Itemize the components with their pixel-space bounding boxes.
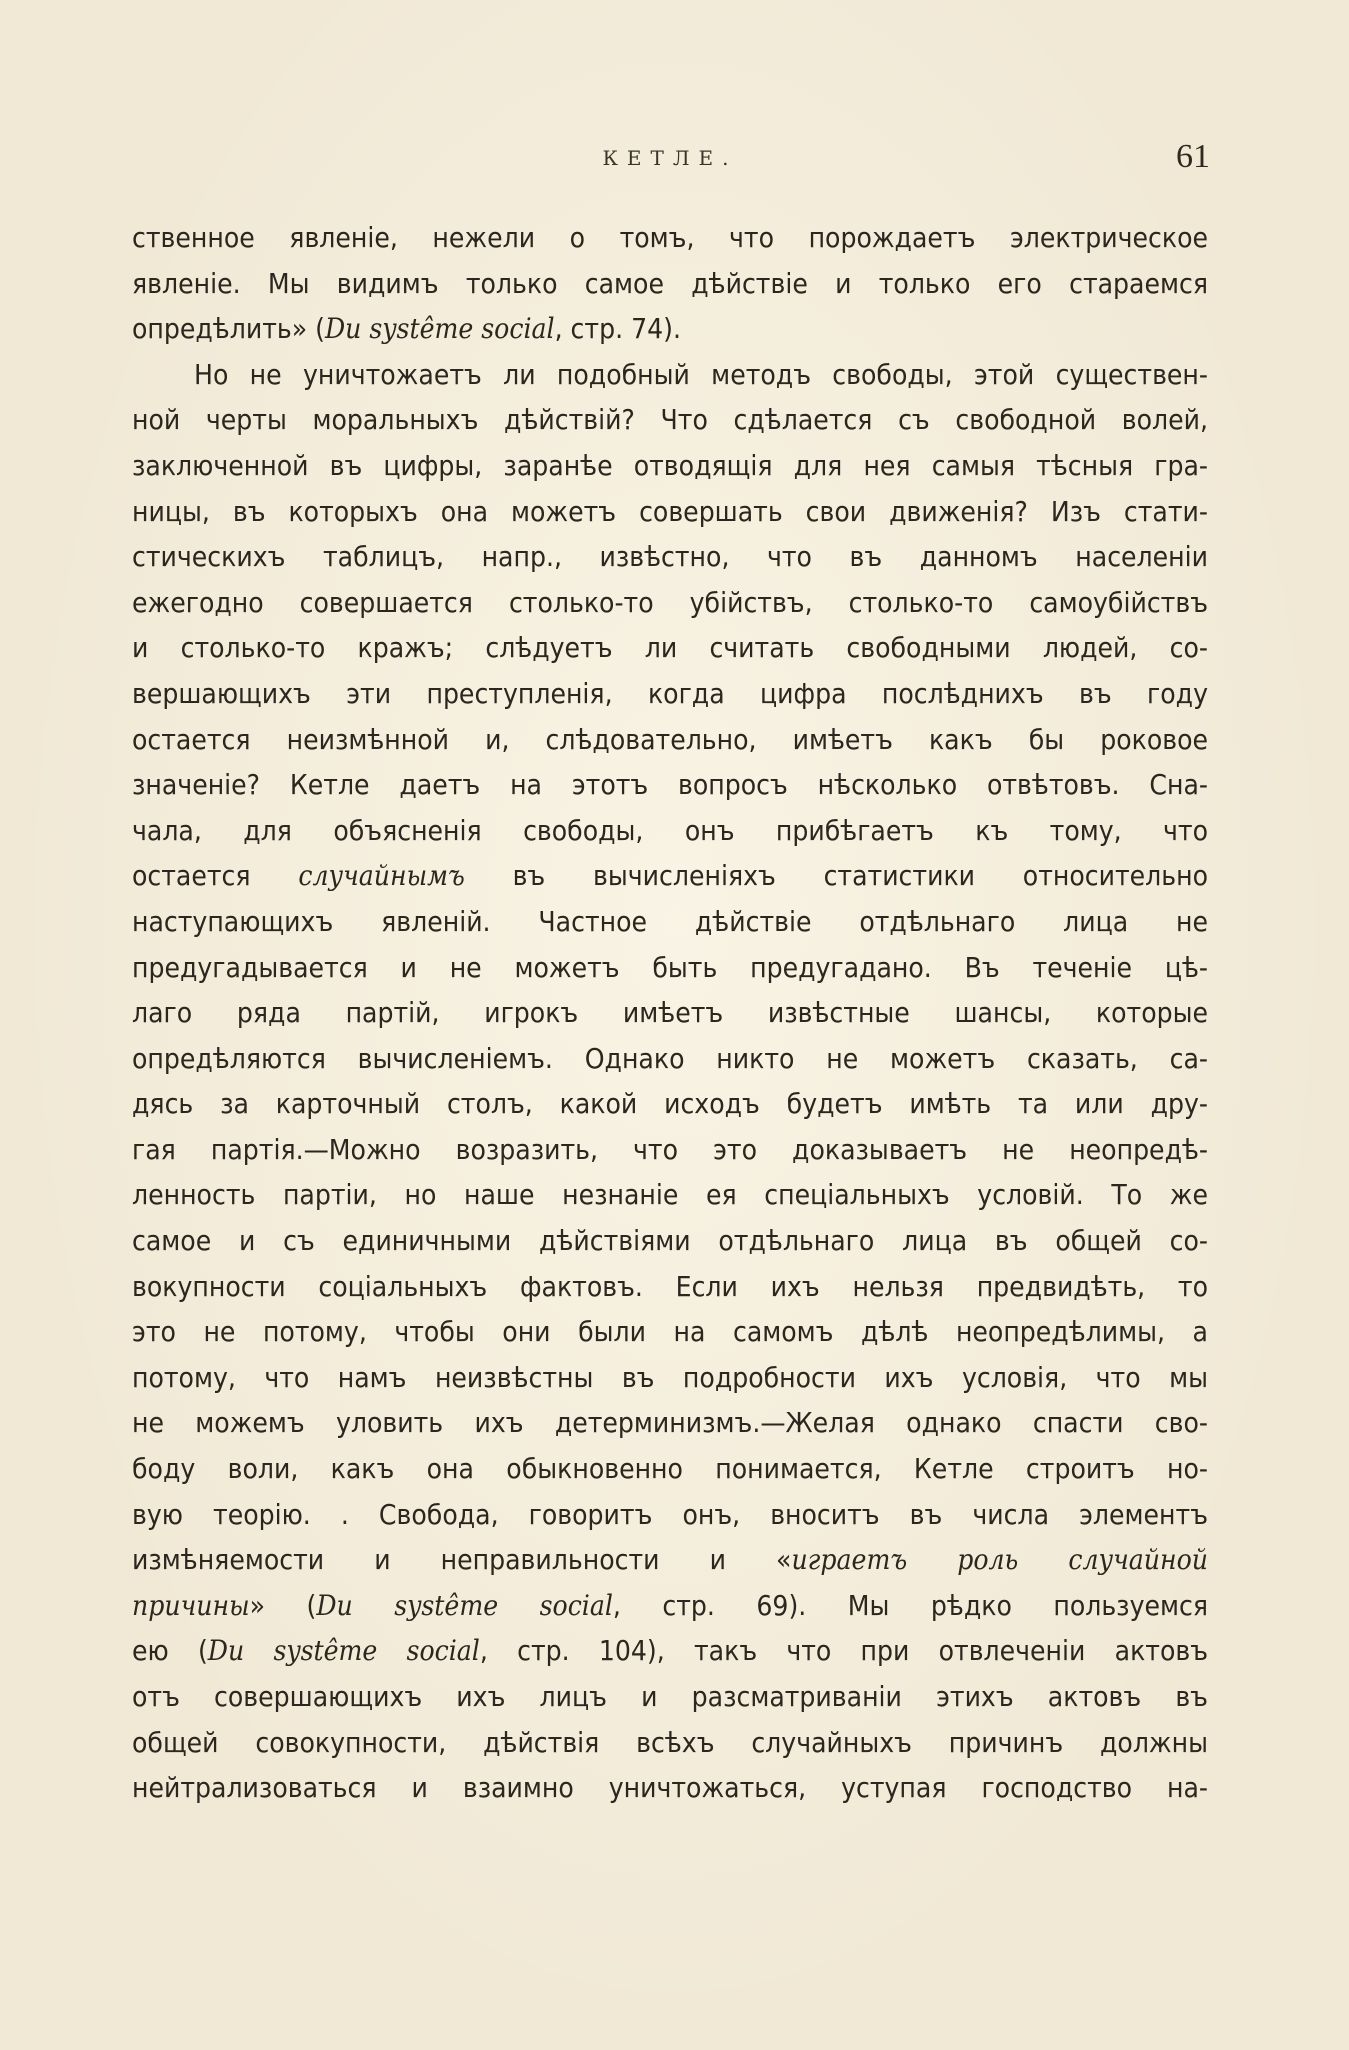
italic-segment: Du systême social <box>207 1634 480 1668</box>
text-segment: ственное явленіе, нежели о томъ, что порождаетъ электрическое <box>132 221 1208 254</box>
text-segment: это не потому, чтобы они были на самомъ дѣлѣ неопредѣлимы, а <box>132 1315 1208 1349</box>
text-line <box>132 1583 1208 1629</box>
text-line <box>132 1537 1208 1583</box>
text-line <box>132 352 1208 398</box>
body-text <box>132 215 1208 1811</box>
text-segment: » ( <box>249 1588 317 1622</box>
text-line <box>132 625 1208 671</box>
text-line <box>132 534 1208 580</box>
text-line <box>132 990 1208 1036</box>
text-segment: значеніе? Кетле даетъ на этотъ вопросъ нѣсколько отвѣтовъ. Сна- <box>132 768 1208 802</box>
text-segment: самое и съ единичными дѣйствіями отдѣльнаго лица въ общей со- <box>132 1224 1208 1258</box>
text-line <box>132 397 1208 443</box>
text-line <box>132 261 1208 307</box>
text-line <box>132 1720 1208 1766</box>
text-segment: Но не уничтожаетъ ли подобный методъ свободы, этой существен- <box>194 357 1208 391</box>
text-line <box>132 945 1208 991</box>
text-segment: предугадывается и не можетъ быть предугадано. Въ теченіе цѣ- <box>132 950 1208 984</box>
italic-segment: играетъ роль случайной <box>791 1543 1208 1577</box>
text-line <box>132 306 1208 352</box>
text-segment: вую теорію. . Свобода, говоритъ онъ, вноситъ въ числа элементъ <box>132 1497 1208 1531</box>
text-segment: наступающихъ явленій. Частное дѣйствіе отдѣльнаго лица не <box>132 904 1208 938</box>
running-head <box>130 138 1210 178</box>
text-line <box>132 1446 1208 1492</box>
text-line <box>132 1674 1208 1720</box>
text-segment: , стр. 69). Мы рѣдко пользуемся <box>612 1588 1208 1622</box>
text-segment: стическихъ таблицъ, напр., извѣстно, что въ данномъ населеніи <box>132 540 1208 574</box>
text-segment: боду воли, какъ она обыкновенно понимается, Кетле строитъ но- <box>132 1452 1208 1486</box>
italic-segment: Du systême social <box>316 1588 613 1622</box>
text-segment: опредѣлить» ( <box>132 312 325 346</box>
text-line <box>132 1081 1208 1127</box>
text-segment: въ вычисленіяхъ статистики относительно <box>464 859 1208 893</box>
text-segment: нейтрализоваться и взаимно уничтожаться, уступая господство на- <box>132 1771 1208 1805</box>
italic-segment: причины <box>132 1588 250 1622</box>
text-segment: отъ совершающихъ ихъ лицъ и разсматриваніи этихъ актовъ въ <box>132 1680 1208 1713</box>
italic-segment: случайнымъ <box>298 859 465 893</box>
text-segment: дясь за карточный столъ, какой исходъ будетъ имѣть та или дру- <box>132 1087 1208 1121</box>
text-line <box>132 671 1208 717</box>
text-segment: вершающихъ эти преступленія, когда цифра послѣднихъ въ году <box>132 676 1208 710</box>
text-segment: вокупности соціальныхъ фактовъ. Если ихъ нельзя предвидѣть, то <box>132 1269 1208 1303</box>
text-segment: явленіе. Мы видимъ только самое дѣйствіе и только его стараемся <box>132 266 1208 300</box>
text-segment: остается неизмѣнной и, слѣдовательно, имѣетъ какъ бы роковое <box>132 722 1208 756</box>
text-segment: ею ( <box>132 1634 208 1668</box>
text-line <box>132 1628 1208 1674</box>
text-line <box>132 1309 1208 1355</box>
text-segment: лаго ряда партій, игрокъ имѣетъ извѣстные шансы, которые <box>132 996 1208 1030</box>
text-segment: , стр. 104), такъ что при отвлеченіи актовъ <box>479 1634 1209 1668</box>
text-segment: гая партія.—Можно возразить, что это доказываетъ не неопредѣ- <box>132 1132 1208 1166</box>
text-segment: остается <box>132 859 299 893</box>
text-line <box>132 1765 1208 1811</box>
text-line <box>132 1400 1208 1446</box>
text-segment: общей совокупности, дѣйствія всѣхъ случайныхъ причинъ должны <box>132 1725 1208 1759</box>
page-number: 61 <box>1176 138 1210 175</box>
text-line <box>132 1172 1208 1218</box>
text-line <box>132 580 1208 626</box>
text-line <box>132 762 1208 808</box>
text-line <box>132 1127 1208 1173</box>
text-segment: ницы, въ которыхъ она можетъ совершать свои движенія? Изъ стати- <box>132 494 1208 528</box>
text-line <box>132 1492 1208 1538</box>
text-segment: ленность партіи, но наше незнаніе ея спеціальныхъ условій. То же <box>132 1178 1208 1212</box>
text-line <box>132 215 1208 261</box>
text-line <box>132 853 1208 899</box>
text-segment: потому, что намъ неизвѣстны въ подробности ихъ условія, что мы <box>132 1360 1208 1394</box>
text-line <box>132 1036 1208 1082</box>
text-line <box>132 1355 1208 1401</box>
text-segment: измѣняемости и неправильности и « <box>132 1543 792 1577</box>
text-segment: заключенной въ цифры, заранѣе отводящія для нея самыя тѣсныя гра- <box>132 448 1208 482</box>
text-segment: ежегодно совершается столько-то убійствъ, столько-то самоубійствъ <box>132 585 1208 619</box>
running-title: КЕТЛЕ. <box>602 146 738 170</box>
italic-segment: Du systême social <box>324 312 555 346</box>
text-segment: и столько-то кражъ; слѣдуетъ ли считать свободными людей, со- <box>132 631 1208 665</box>
text-line <box>132 899 1208 945</box>
text-line <box>132 443 1208 489</box>
text-segment: , стр. 74). <box>554 312 681 346</box>
text-line <box>132 808 1208 854</box>
text-segment: опредѣляются вычисленіемъ. Однако никто не можетъ сказать, са- <box>132 1041 1208 1075</box>
text-line <box>132 1264 1208 1310</box>
text-line <box>132 489 1208 535</box>
text-segment: не можемъ уловить ихъ детерминизмъ.—Желая однако спасти сво- <box>132 1406 1208 1440</box>
text-line <box>132 717 1208 763</box>
text-segment: ной черты моральныхъ дѣйствій? Что сдѣлается съ свободной волей, <box>132 403 1208 437</box>
text-line <box>132 1218 1208 1264</box>
text-segment: чала, для объясненія свободы, онъ прибѣгаетъ къ тому, что <box>132 813 1208 847</box>
